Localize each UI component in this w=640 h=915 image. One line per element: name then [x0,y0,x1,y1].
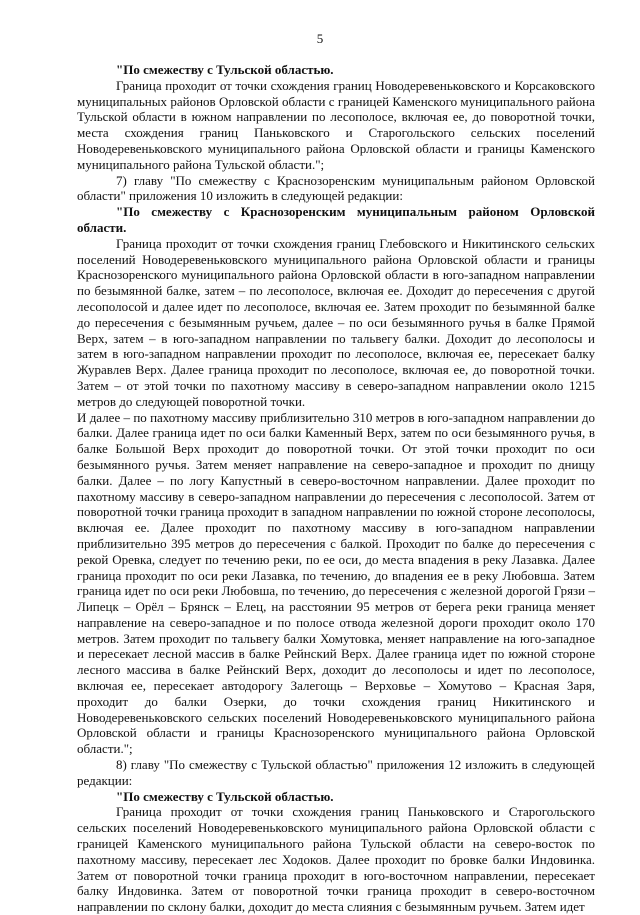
paragraph-krasnozorensky-border: Граница проходит от точки схождения границ Глебовского и Никитинского сельских поселений Новодеревеньковского муниципального района Орловской области и границы Краснозоренского муниципального района Орловской области в юго-западном направлении по безымянной балке, затем – по лесополосе, включая ее. Доходит до пересечения с другой лесополосой и далее идет по лесополосе, включая ее. Затем проходит по безымянной балке до пересечения с безымянным ручьем, далее – по оси безымянного ручья в балке Прямой Верх, затем – в юго-западном направлении по тальвегу балки. Доходит до лесополосы и затем в юго-западном направлении проходит по лесополосе, включая ее, пересекает балку Журавлев Верх. Далее граница проходит по лесополосе, включая ее, до поворотной точки. Затем – от этой точки по пахотному массиву в северо-западном направлении около 1215 метров до следующей поворотной точки. [77,235,595,409]
paragraph-tula-border: Граница проходит от точки схождения границ Новодеревеньковского и Корсаковского муниципальных районов Орловской области с границей Каменского муниципального района Тульской области в южном направлении по лесополосе, включая ее, до поворотной точки, места схождения границ Паньковского и Старогольского сельских поселений Новодеревеньковского муниципального района Орловской области и границы Каменского муниципального района Тульской области."; [77,77,595,172]
section-heading-tula: "По смежеству с Тульской областью. [116,62,334,77]
paragraph-krasnozorensky-continued: И далее – по пахотному массиву приблизительно 310 метров в юго-западном направлении до балки. Далее граница идет по оси балки Каменный Верх, затем по оси безымянного ручья, в балке Большой Верх проходит до поворотной точки. От этой точки проходит по оси безымянного ручья. Затем меняет направление на северо-западное и проходит по днищу балки. Далее – по логу Капустный в северо-восточном направлении. Далее проходит по пахотному массиву в северо-западном направлении до пересечения с лесополосой. Затем от поворотной точки граница проходит в западном направлении по южной стороне лесополосы, включая ее. Далее проходит по пахотному массиву в юго-западном направлении приблизительно 395 метров до пересечения с балкой. Проходит по балке до пересечения с рекой Оревка, следует по течению реки, по ее оси, до места впадения в реку Лазавка. Далее граница проходит по оси реки Лазавка, по течению, до впадения ее в реку Любовша. Затем граница идет по оси реки Любовша, по течению, до пересечения с железной дорогой Грязи – Липецк – Орёл – Брянск – Елец, на расстоянии 95 метров от берега реки граница меняет направление на северо-западное и по полосе отвода железной дороги проходит около 170 метров. Затем проходит по тальвегу балки Хомутовка, меняет направление на юго-западное и пересекает лесной массив в балке Рейнский Верх. Далее граница идет по южной стороне лесного массива в балке Рейнский Верх, доходит до лесополосы и идет по лесополосе, включая ее, пересекает автодорогу Залегощь – Верховье – Хомутово – Красная Заря, проходит до балки Озерки, до точки схождения границ Никитинского и Новодеревеньковского сельских поселений Новодеревеньковского муниципального района Орловской области и границы Краснозоренского муниципального района Орловской области."; [77,409,595,757]
document-body [77,62,595,915]
amendment-item-7: 7) главу "По смежеству с Краснозоренским муниципальным районом Орловской области" приложения 10 изложить в следующей редакции: [77,172,595,204]
amendment-item-8: 8) главу "По смежеству с Тульской областью" приложения 12 изложить в следующей редакции: [77,757,595,788]
section-heading-tula-2: "По смежеству с Тульской областью. [116,788,334,804]
page-number: 5 [316,31,324,46]
section-heading-krasnozorensky: "По смежеству с Краснозоренским муниципальным районом Орловской области. [77,204,595,235]
paragraph-tula-border-2: Граница проходит от точки схождения границ Паньковского и Старогольского сельских поселений Новодеревеньковского муниципального района Орловской области с границей Каменского муниципального района Тульской области на северо-восток по пахотному массиву, пересекает лес Ходоков. Далее проходит по бровке балки Индовинка. Затем от поворотной точки граница проходит в юго-восточном направлении, пересекает балку Индовинка. Затем от поворотной точки граница проходит в северо-восточном направлении по склону балки, доходит до места слияния с безымянным ручьем. Затем идет [77,804,595,915]
